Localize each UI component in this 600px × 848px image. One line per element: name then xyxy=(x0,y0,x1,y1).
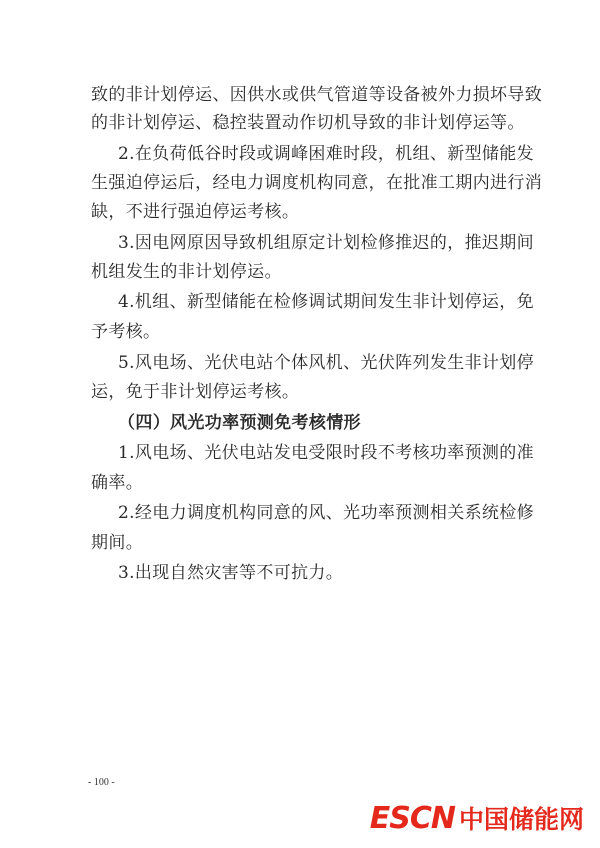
text-line-3: 2.在负荷低谷时段或调峰困难时段，机组、新型储能发 xyxy=(118,144,534,164)
text-line-11: 运，免于非计划停运考核。 xyxy=(91,382,300,402)
text-line-7: 机组发生的非计划停运。 xyxy=(91,262,282,282)
escn-watermark-logo xyxy=(370,800,584,836)
watermark-cjk: 中国储能网 xyxy=(458,805,584,834)
section-heading: （四）风光功率预测免考核情形 xyxy=(118,413,361,433)
text-line-17: 3.出现自然灾害等不可抗力。 xyxy=(118,563,344,583)
text-line-4: 生强迫停运后，经电力调度机构同意，在批准工期内进行消 xyxy=(91,173,543,193)
text-line-14: 确率。 xyxy=(91,473,144,493)
page-number: - 100 - xyxy=(88,777,115,788)
text-line-5: 缺，不进行强迫停运考核。 xyxy=(91,202,300,222)
text-line-16: 期间。 xyxy=(91,533,144,553)
text-line-8: 4.机组、新型储能在检修调试期间发生非计划停运，免 xyxy=(118,292,534,312)
text-line-10: 5.风电场、光伏电站个体风机、光伏阵列发生非计划停 xyxy=(118,353,534,373)
watermark-latin: ESCN xyxy=(369,800,455,836)
text-line-9: 予考核。 xyxy=(91,322,161,342)
text-line-15: 2.经电力调度机构同意的风、光功率预测相关系统检修 xyxy=(118,503,534,523)
text-line-2: 的非计划停运、稳控装置动作切机导致的非计划停运等。 xyxy=(91,113,525,133)
text-line-6: 3.因电网原因导致机组原定计划检修推迟的，推迟期间 xyxy=(118,233,534,253)
text-line-13: 1.风电场、光伏电站发电受限时段不考核功率预测的准 xyxy=(118,443,534,463)
text-line-1: 致的非计划停运、因供水或供气管道等设备被外力损坏导致 xyxy=(91,85,543,105)
